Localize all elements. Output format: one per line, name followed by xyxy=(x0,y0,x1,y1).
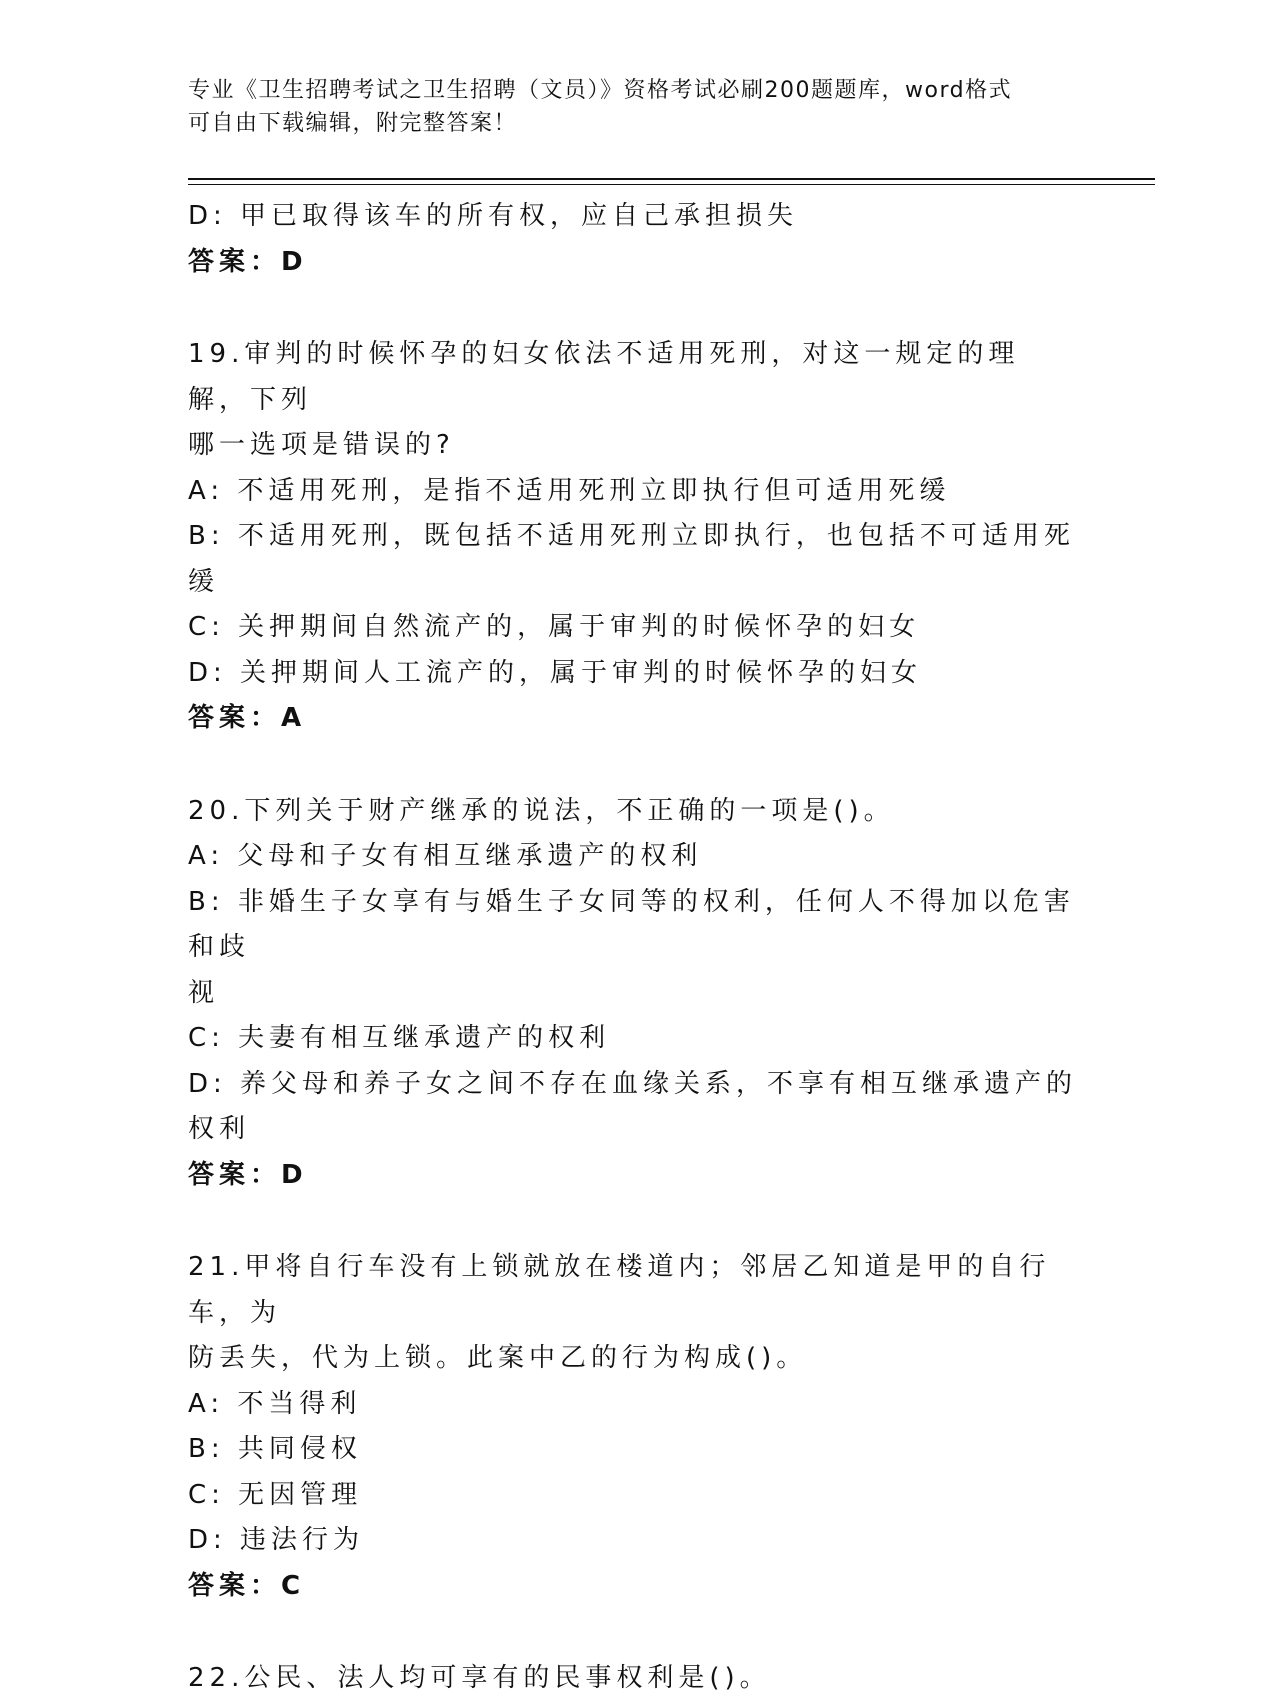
answer-line: 答案：D xyxy=(188,1159,308,1190)
question-line: C: 夫妻有相互继承遗产的权利 xyxy=(188,1023,611,1053)
answer-line: 答案：A xyxy=(188,703,307,733)
answer-line: 答案：D xyxy=(188,246,308,277)
question-block xyxy=(188,332,1078,742)
header-divider-thick xyxy=(188,178,1155,180)
question-line: 防丢失，代为上锁。此案中乙的行为构成()。 xyxy=(188,1343,808,1373)
question-list xyxy=(188,194,1078,1702)
question-line: 哪一选项是错误的? xyxy=(188,430,455,460)
question-text: 20.下列关于财产继承的说法，不正确的一项是()。 xyxy=(188,795,895,826)
block-spacer xyxy=(188,285,1078,332)
question-line: B: 非婚生子女享有与婚生子女同等的权利，任何人不得加以危害和歧 xyxy=(188,886,1075,962)
question-line: D: 甲已取得该车的所有权，应自己承担损失 xyxy=(188,201,799,231)
question-block xyxy=(188,1656,1078,1702)
question-block xyxy=(188,1245,1078,1609)
header-line-2: 可自由下载编辑，附完整答案！ xyxy=(188,111,518,136)
answer-line: 答案：C xyxy=(188,1570,306,1601)
question-line: A: 不当得利 xyxy=(188,1388,362,1419)
question-block xyxy=(188,194,1078,285)
question-line: B: 不适用死刑，既包括不适用死刑立即执行，也包括不可适用死缓 xyxy=(188,521,1075,597)
block-spacer xyxy=(188,1198,1078,1245)
question-text: 22.公民、法人均可享有的民事权利是()。 xyxy=(188,1663,771,1693)
question-text: 21.甲将自行车没有上锁就放在楼道内；邻居乙知道是甲的自行车，为 xyxy=(188,1252,1051,1328)
question-line: C: 无因管理 xyxy=(188,1479,363,1510)
document-header xyxy=(188,74,1068,140)
question-line: 视 xyxy=(188,977,220,1008)
question-line: C: 关押期间自然流产的，属于审判的时候怀孕的妇女 xyxy=(188,612,921,642)
block-spacer xyxy=(188,742,1078,789)
question-line: A: 不适用死刑，是指不适用死刑立即执行但可适用死缓 xyxy=(188,475,951,506)
question-line: A: 父母和子女有相互继承遗产的权利 xyxy=(188,841,703,871)
question-line: D: 关押期间人工流产的，属于审判的时候怀孕的妇女 xyxy=(188,657,923,688)
question-line: B: 共同侵权 xyxy=(188,1434,362,1464)
header-line-1: 专业《卫生招聘考试之卫生招聘（文员）》资格考试必刷200题题库，word格式 xyxy=(188,78,1013,103)
question-block xyxy=(188,789,1078,1199)
block-spacer xyxy=(188,1609,1078,1656)
question-line: D: 违法行为 xyxy=(188,1525,365,1555)
question-text: 19.审判的时候怀孕的妇女依法不适用死刑，对这一规定的理解，下列 xyxy=(188,339,1020,415)
question-line: D: 养父母和养子女之间不存在血缘关系，不享有相互继承遗产的权利 xyxy=(188,1068,1078,1144)
header-divider-thin xyxy=(188,184,1155,185)
